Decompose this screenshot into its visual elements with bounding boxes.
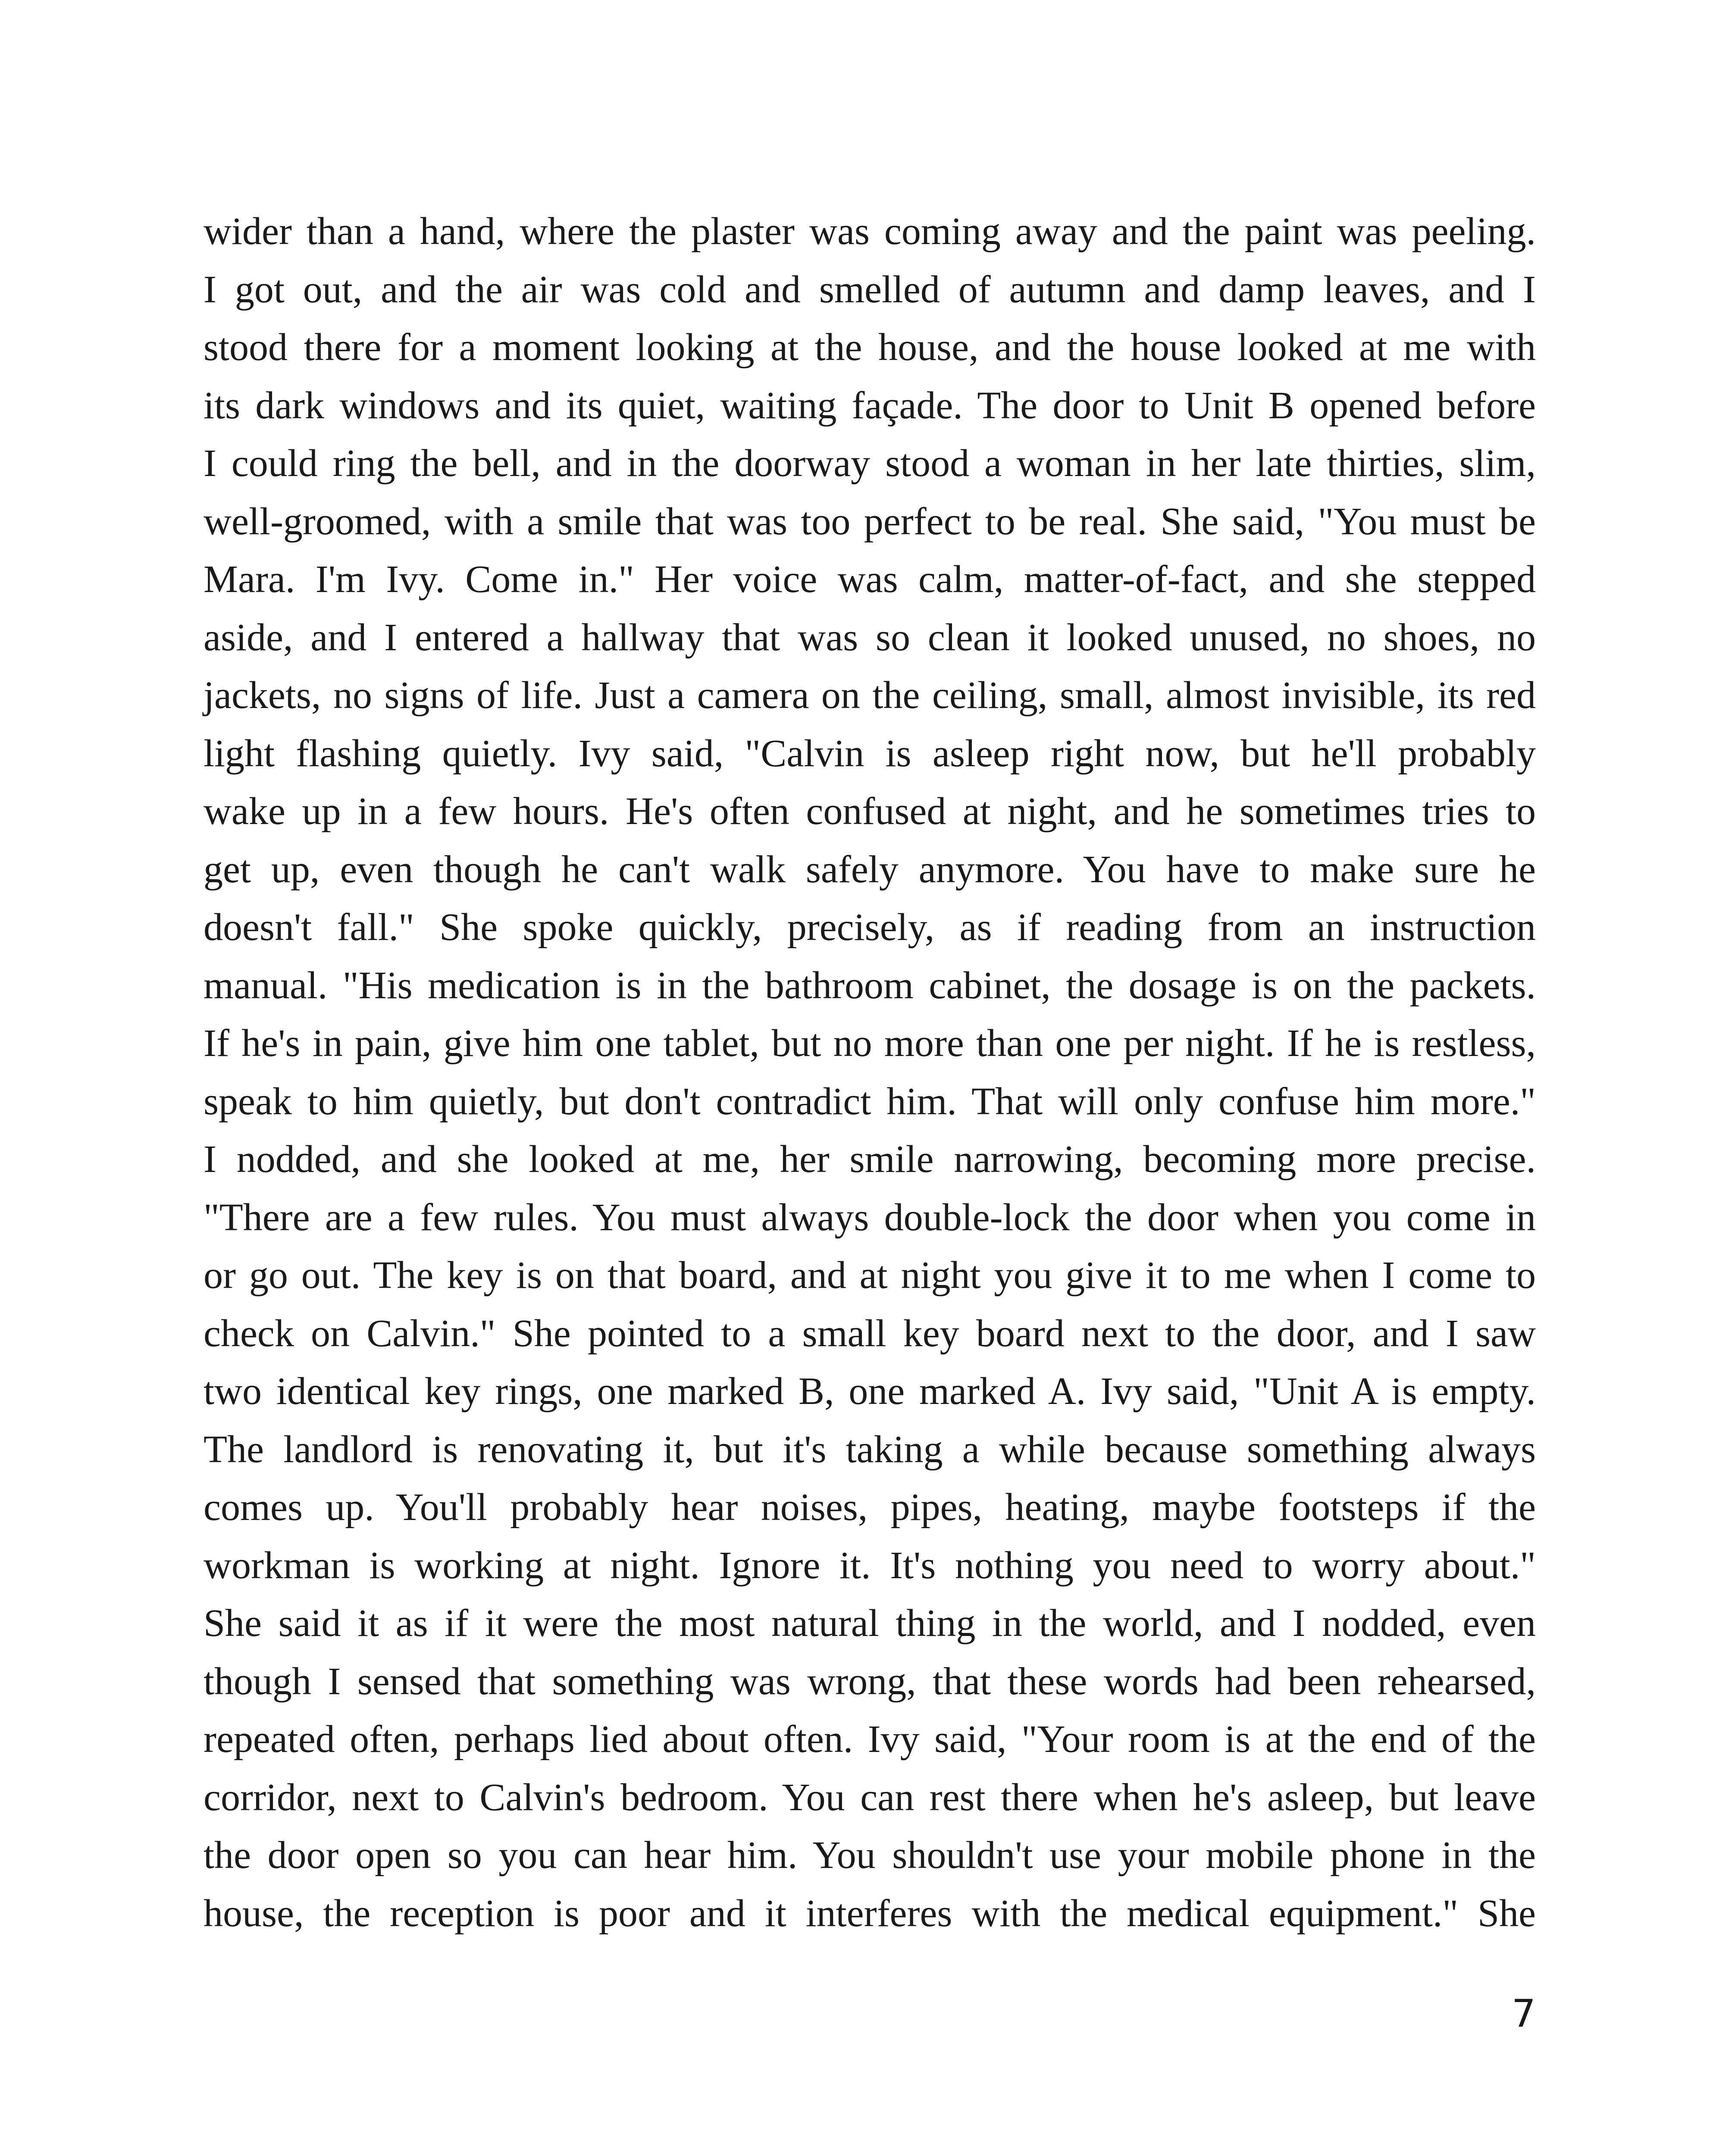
- text-line: its dark windows and its quiet, waiting façade. The door to Unit B opened before: [204, 384, 1536, 427]
- text-line: or go out. The key is on that board, and at night you give it to me when I come to: [204, 1254, 1536, 1297]
- text-line: If he's in pain, give him one tablet, but no more than one per night. If he is restless,: [204, 1022, 1536, 1065]
- text-line: I nodded, and she looked at me, her smile narrowing, becoming more precise.: [204, 1138, 1536, 1181]
- text-line: two identical key rings, one marked B, one marked A. Ivy said, "Unit A is empty.: [204, 1370, 1536, 1413]
- text-line: wake up in a few hours. He's often confused at night, and he sometimes tries to: [204, 790, 1536, 833]
- text-line: the door open so you can hear him. You shouldn't use your mobile phone in the: [204, 1834, 1536, 1877]
- text-line: get up, even though he can't walk safely anymore. You have to make sure he: [204, 848, 1536, 891]
- text-line: I got out, and the air was cold and smelled of autumn and damp leaves, and I: [204, 268, 1536, 311]
- page-number: 7: [1512, 1991, 1536, 2036]
- text-line: speak to him quietly, but don't contradict him. That will only confuse him more.": [204, 1080, 1536, 1123]
- text-line: comes up. You'll probably hear noises, pipes, heating, maybe footsteps if the: [204, 1486, 1536, 1529]
- text-line: wider than a hand, where the plaster was coming away and the paint was peeling.: [204, 210, 1536, 253]
- text-line: aside, and I entered a hallway that was so clean it looked unused, no shoes, no: [204, 616, 1536, 659]
- text-line: manual. "His medication is in the bathroom cabinet, the dosage is on the packets.: [204, 964, 1536, 1007]
- text-line: light flashing quietly. Ivy said, "Calvin is asleep right now, but he'll probably: [204, 732, 1536, 775]
- body-text: [204, 203, 1536, 1943]
- text-line: jackets, no signs of life. Just a camera on the ceiling, small, almost invisible, its red: [204, 674, 1536, 717]
- text-line: She said it as if it were the most natural thing in the world, and I nodded, even: [204, 1602, 1536, 1645]
- text-line: I could ring the bell, and in the doorway stood a woman in her late thirties, slim,: [204, 442, 1536, 485]
- text-line: workman is working at night. Ignore it. It's nothing you need to worry about.": [204, 1544, 1536, 1587]
- text-line: "There are a few rules. You must always double-lock the door when you come in: [204, 1196, 1536, 1239]
- text-line: check on Calvin." She pointed to a small key board next to the door, and I saw: [204, 1312, 1536, 1355]
- text-line: corridor, next to Calvin's bedroom. You can rest there when he's asleep, but leave: [204, 1776, 1536, 1819]
- text-line: though I sensed that something was wrong, that these words had been rehearsed,: [204, 1660, 1536, 1703]
- text-line: The landlord is renovating it, but it's taking a while because something always: [204, 1428, 1536, 1471]
- text-line: doesn't fall." She spoke quickly, precisely, as if reading from an instruction: [204, 906, 1536, 949]
- text-line: house, the reception is poor and it interferes with the medical equipment." She: [204, 1892, 1536, 1935]
- text-line: stood there for a moment looking at the house, and the house looked at me with: [204, 326, 1536, 369]
- text-line: well-groomed, with a smile that was too perfect to be real. She said, "You must be: [204, 500, 1536, 543]
- text-line: Mara. I'm Ivy. Come in." Her voice was calm, matter-of-fact, and she stepped: [204, 558, 1536, 601]
- text-line: repeated often, perhaps lied about often. Ivy said, "Your room is at the end of the: [204, 1718, 1536, 1761]
